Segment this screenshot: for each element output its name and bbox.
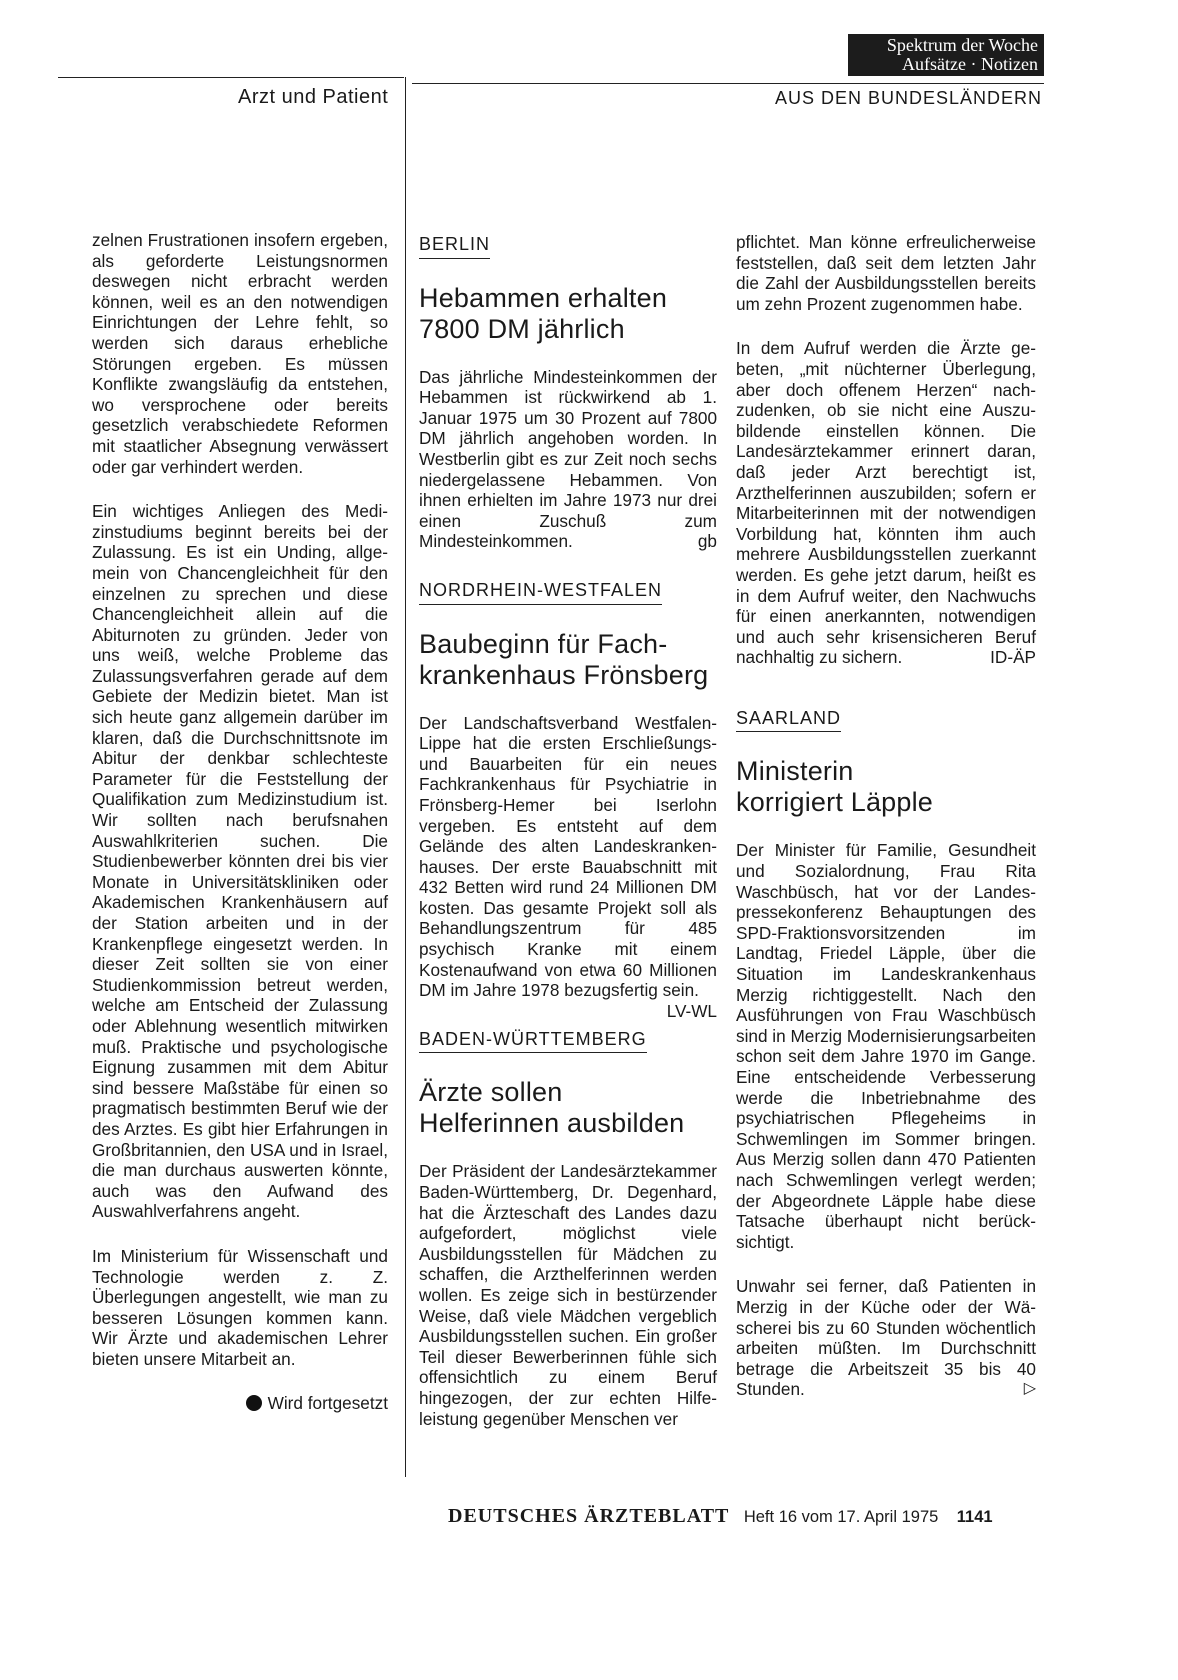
continue-arrow-icon: ▷ [1023, 1380, 1036, 1398]
journal-name: DEUTSCHES ÄRZTEBLATT [448, 1505, 730, 1527]
headline-line-2: Helferinnen ausbilden [419, 1108, 685, 1139]
section-badge [848, 34, 1044, 76]
section-label-nrw: NORDRHEIN-WESTFALEN [419, 580, 662, 605]
header-rule-right [412, 83, 1044, 84]
column-1 [92, 230, 388, 1414]
column-3 [736, 232, 1036, 1424]
paragraph: Im Ministerium für Wissenschaft und Technologie werden z. Z. Überlegungen angestellt, wie man zu besseren Lösungen kommen kann. Wir Ärzte und akademischen Lehrer bieten unsere Mitarbeit an. [92, 1245, 388, 1369]
paragraph: Ein wichtiges Anliegen des Medizinstudiums beginnt bereits bei der Zulassung. Es ist ein Unding, allgemein von Chancengleichheit für den einzelnen zu sprechen und diese Chancengleichheit allein auf die Abiturnoten zu gründen. Jeder von uns weiß, welche Probleme das Zulassungsverfahren gerade auf dem Gebiete der Medizin bietet. Man ist sich heute ganz allgemein darüber im klaren, daß die Durchschnittsnote im Abitur der denkbar schlechteste Parameter für die Feststellung der Qualifikation zum Medizinstudium ist. Wir sollten nach berufsnahen Auswahlkriterien suchen. Die Studienbewerber könnten drei bis vier Monate in Universitätskliniken oder Akademischen Krankenhäusern auf der Station arbeiten und in der Krankenpflege eingesetzt werden. In dieser Zeit sollten sie von einer Studienkommission betreut werden, welche am Entscheid der Zulassung oder Ablehnung wesentlich mitwirken muß. Praktische und psychologische Eignung zusammen mit dem Abitur sind bessere Maßstäbe für einen so pragmatisch bestimmten Beruf wie der des Arztes. Es gibt hier Erfahrungen in Großbritannien, den USA und in Israel, die man durchaus auswerten könnte, auch was den Aufwand des Auswahlverfahrens angeht. [92, 501, 388, 1222]
article-body: Der Minister für Familie, Gesundheit und Sozialordnung, Frau Rita Waschbüsch, hat vor der Landespressekonferenz Behauptungen des SPD-Fraktionsvorsitzenden im Landtag, Friedel Läpple, über die Situation im Landeskrankenhaus Merzig richtiggestellt. Nach den Ausführungen von Frau Waschbüsch sind in Merzig Modernisierungsarbeiten schon seit dem Jahre 1970 im Gange. Eine entscheidende Verbesserung werde die Inbetriebnahme des psychiatrischen Pflegeheims in Schwemlingen im Sommer bringen. Aus Merzig sollen dann 470 Patienten nach Schwemlingen verlegt werden; der Abgeordnete Läpple habe diese Tatsache überhaupt nicht berücksichtigt. [736, 840, 1036, 1252]
section-label-saarland: SAARLAND [736, 708, 841, 733]
article-body: Der Präsident der Landesärztekammer Baden-Württemberg, Dr. Degenhard, hat die Ärzteschaft des Landes dazu aufgefordert, möglichst viele Ausbildungsstellen für Mädchen zu schaffen, die Arzthelferinnen werden wollen. Es zeige sich in bestürzender Weise, daß viele Mädchen vergeblich Ausbildungsstellen suchen. Ein großer Teil dieser Bewerberinnen fühle sich offensichtlich zu einem Beruf hingezogen, der zur echten Hilfeleistung gegenüber Menschen ver [419, 1161, 717, 1429]
headline-line-1: Hebammen erhalten [419, 282, 668, 313]
headline-line-2: korrigiert Läpple [736, 787, 934, 818]
headline [419, 283, 717, 345]
header-rule-left [58, 77, 404, 78]
page-number: 1141 [956, 1508, 993, 1526]
headline-line-2: 7800 DM jährlich [419, 313, 625, 344]
paragraph: zelnen Frustrationen insofern ergeben, als geforderte Leistungsnormen deswegen nicht erbracht werden können, weil es an den notwendigen Einrichtungen der Lehre fehlt, so werden sich daraus erhebliche Störungen ergeben. Es müssen Konflikte zwangsläufig da entstehen, wo versprochene oder bereits gesetzlich verabschiedete Reformen mit staatlicher Absegnung verwässert oder gar verhindert werden. [92, 230, 388, 477]
headline-line-1: Ärzte sollen [419, 1077, 563, 1108]
continued-note [92, 1393, 388, 1414]
article-body [736, 1276, 1036, 1400]
continued-label: Wird fortgesetzt [267, 1393, 388, 1414]
issue-info: Heft 16 vom 17. April 1975 [743, 1508, 939, 1526]
article-text: Unwahr sei ferner, daß Patienten in Merzig in der Küche oder der Wäscherei bis zu 60 Stunden wöchentlich arbeiten müßten. Im Durchschnitt betrage die Arbeitszeit 35 bis 40 Stunden. [736, 1276, 1036, 1400]
headline [419, 1077, 717, 1139]
headline-line-1: Ministerin [736, 756, 854, 787]
bullet-dot-icon [246, 1395, 262, 1411]
author-signature: LV-WL [666, 1000, 717, 1021]
section-label-berlin: BERLIN [419, 234, 490, 259]
paragraph-text: In dem Aufruf werden die Ärzte gebeten, „mit nüchterner Überlegung, aber doch offenem Herzen“ nachzudenken, ob sie nicht eine Auszubildende einstellen können. Die Landesärztekammer erinnert daran, daß jeder Arzt berechtigt ist, Arzthelferinnen auszubilden; sofern er Mitarbeiterinnen mit der notwendigen Vorbildung hat, könnten ihm auch mehrere Ausbildungsstellen zuerkannt werden. Es gehe jetzt darum, heißt es in dem Aufruf weiter, den Nachwuchs für einen anerkannten, notwendigen und auch sehr krisensicheren Beruf nachhaltig zu sichern. [736, 338, 1036, 668]
section-label-bw: BADEN-WÜRTTEMBERG [419, 1029, 647, 1054]
article-text: Das jährliche Mindesteinkommen der Hebammen ist rückwirkend ab 1. Januar 1975 um 30 Prozent auf 7800 DM jährlich angehoben worden. In Westberlin gibt es zur Zeit noch sechs niedergelassene Hebammen. Von ihnen erhielten im Jahre 1973 nur drei einen Zuschuß zum Mindesteinkommen. [419, 366, 717, 552]
running-head-right: AUS DEN BUNDESLÄNDERN [774, 88, 1042, 108]
article-text: Der Landschaftsverband Westfalen-Lippe hat die ersten Erschließungs- und Bauarbeiten für ein neues Fachkrankenhaus für Psychiatrie in Frönsberg-Hemer bei Iserlohn vergeben. Es entsteht auf dem Gelände des alten Landeskrankenhauses. Der erste Bauabschnitt mit 432 Betten wird rund 24 Millionen DM kosten. Das gesamte Projekt soll als Behandlungszentrum für 485 psychisch Kranke mit einem Kostenaufwand von etwa 60 Millionen DM im Jahre 1978 bezugsfertig sein. [419, 712, 717, 1001]
badge-line-2: Aufsätze · Notizen [902, 54, 1038, 74]
author-signature: ID-ÄP [990, 647, 1036, 668]
article-body [419, 712, 717, 1021]
headline [736, 756, 1036, 818]
headline-line-1: Baubeginn für Fach- [419, 628, 668, 659]
paragraph: pflichtet. Man könne erfreulicherweise feststellen, daß seit dem letzten Jahr die Zahl der Ausbildungsstellen bereits um zehn Prozent zugenommen habe. [736, 232, 1036, 314]
paragraph [736, 338, 1036, 668]
column-divider [405, 77, 406, 1477]
running-head-left: Arzt und Patient [238, 86, 389, 108]
article-body [419, 367, 717, 552]
headline [419, 629, 717, 691]
author-signature: gb [697, 531, 717, 552]
column-2 [419, 230, 717, 1453]
badge-line-1: Spektrum der Woche [886, 35, 1038, 55]
page-footer [448, 1505, 993, 1528]
headline-line-2: krankenhaus Frönsberg [419, 659, 709, 690]
